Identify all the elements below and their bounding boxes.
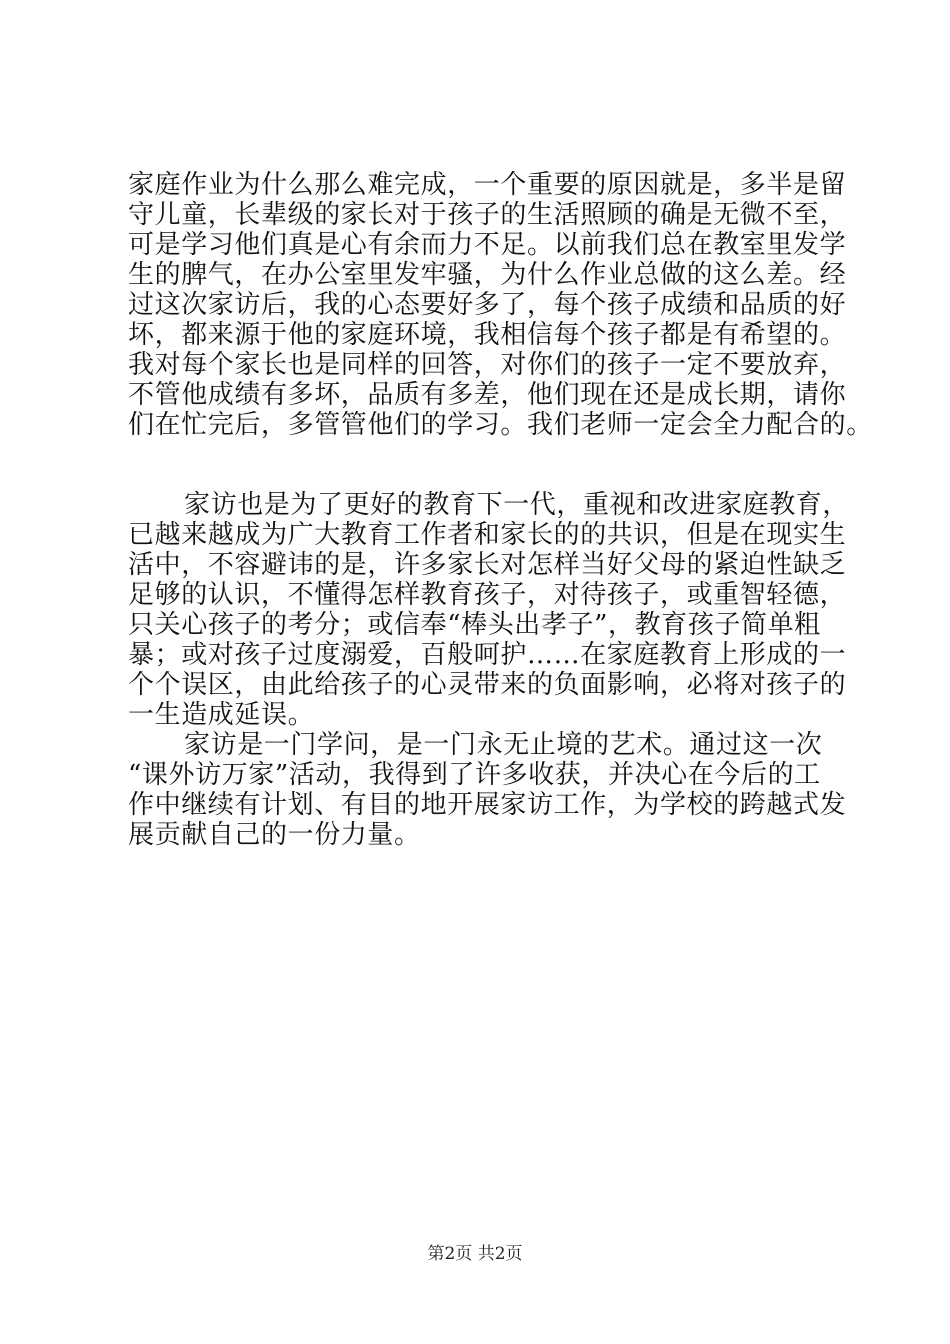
- text-line: 足够的认识，不懂得怎样教育孩子，对待孩子，或重智轻德，: [128, 580, 847, 610]
- text-line: 坏，都来源于他的家庭环境，我相信每个孩子都是有希望的。: [128, 320, 847, 350]
- text-line: 我对每个家长也是同样的回答，对你们的孩子一定不要放弃，: [128, 350, 847, 380]
- text-line: 家庭作业为什么那么难完成，一个重要的原因就是，多半是留: [128, 170, 847, 200]
- text-line: 家访是一门学问，是一门永无止境的艺术。通过这一次: [184, 730, 823, 760]
- text-line: 一生造成延误。: [128, 700, 315, 730]
- document-body: [128, 170, 873, 850]
- text-line: 已越来越成为广大教育工作者和家长的的共识，但是在现实生: [128, 520, 847, 550]
- text-line: 不管他成绩有多坏，品质有多差，他们现在还是成长期，请你: [128, 380, 847, 410]
- text-line: 守儿童，长辈级的家长对于孩子的生活照顾的确是无微不至，: [128, 200, 847, 230]
- page-footer: [0, 1243, 950, 1265]
- text-line: 家访也是为了更好的教育下一代，重视和改进家庭教育，: [184, 490, 850, 520]
- page-number-label: 第2页 共2页: [427, 1244, 523, 1264]
- paragraph: [128, 730, 848, 850]
- text-line: 个个误区，由此给孩子的心灵带来的负面影响，必将对孩子的: [128, 670, 847, 700]
- text-line: 作中继续有计划、有目的地开展家访工作，为学校的跨越式发: [128, 790, 847, 820]
- paragraph: [128, 490, 848, 730]
- text-line: 过这次家访后，我的心态要好多了，每个孩子成绩和品质的好: [128, 290, 847, 320]
- text-line: 活中，不容避讳的是，许多家长对怎样当好父母的紧迫性缺乏: [128, 550, 847, 580]
- text-line: 生的脾气，在办公室里发牢骚，为什么作业总做的这么差。经: [128, 260, 847, 290]
- paragraph: [128, 170, 873, 440]
- text-line: “课外访万家”活动，我得到了许多收获，并决心在今后的工: [128, 760, 821, 790]
- paragraph-spacer: [128, 440, 848, 490]
- text-line: 只关心孩子的考分；或信奉“棒头出孝子”，教育孩子简单粗: [128, 610, 821, 640]
- text-line: 们在忙完后，多管管他们的学习。我们老师一定会全力配合的。: [128, 410, 873, 440]
- text-line: 可是学习他们真是心有余而力不足。以前我们总在教室里发学: [128, 230, 847, 260]
- text-line: 展贡献自己的一份力量。: [128, 820, 421, 850]
- text-line: 暴；或对孩子过度溺爱，百般呵护……在家庭教育上形成的一: [128, 640, 847, 670]
